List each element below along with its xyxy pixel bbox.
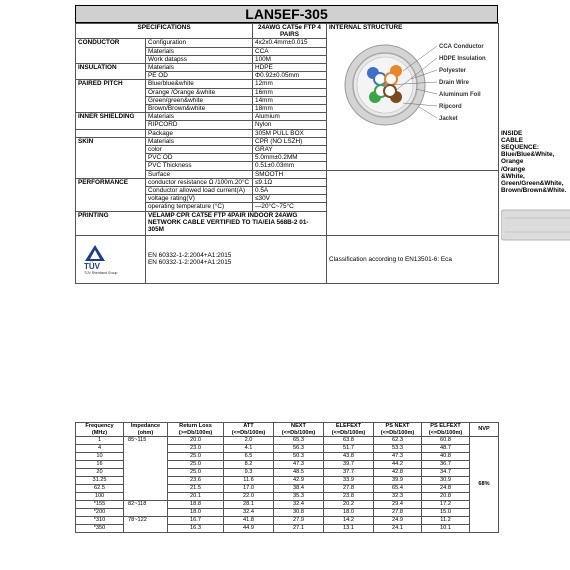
- cell-att: 17.0: [224, 485, 274, 493]
- label-aluminum-foil: Aluminum Foil: [438, 92, 481, 99]
- value: 14mm: [253, 96, 327, 104]
- cell-att: 4.1: [224, 445, 274, 453]
- cell-return-loss: 25.0: [168, 453, 224, 461]
- section-package: [76, 129, 146, 137]
- col-header-return-loss: Return Loss (>=Db/100m): [168, 423, 224, 437]
- cell-ps-elfext: 10.1: [422, 525, 470, 533]
- value: Φ0.92±0.05mm: [253, 72, 327, 80]
- param: Brown/Brown&white: [146, 105, 253, 113]
- col-header-next: NEXT (<=Db/100m): [274, 423, 324, 437]
- label-jacket: Jacket: [438, 116, 458, 123]
- cell-return-loss: 23.6: [168, 477, 224, 485]
- param: Materials: [146, 47, 253, 55]
- cell-ps-next: 27.8: [374, 509, 422, 517]
- param: Materials: [146, 113, 253, 121]
- param: Materials: [146, 137, 253, 145]
- cell-impedance: 82~118: [124, 501, 168, 517]
- value: SMOOTH: [253, 170, 327, 178]
- cell-att: 28.1: [224, 501, 274, 509]
- cell-nvp: 68%: [470, 437, 499, 533]
- cell-ps-next: 53.3: [374, 445, 422, 453]
- cell-ps-elfext: 36.7: [422, 461, 470, 469]
- cell-next: 47.3: [274, 461, 324, 469]
- cell-return-loss: 21.5: [168, 485, 224, 493]
- label-ripcord: Ripcord: [438, 104, 462, 111]
- cell-ps-elfext: 40.8: [422, 453, 470, 461]
- cell-ps-next: 42.8: [374, 469, 422, 477]
- param: Blue/blue&white: [146, 80, 253, 88]
- drain-wire: [383, 83, 387, 87]
- cell-elefext: 20.2: [324, 501, 374, 509]
- cell-return-loss: 16.7: [168, 517, 224, 525]
- cell-frequency: *155: [76, 501, 124, 509]
- cell-frequency: *200: [76, 509, 124, 517]
- value: 18mm: [253, 105, 327, 113]
- cell-next: 38.4: [274, 485, 324, 493]
- cell-return-loss: 23.0: [168, 445, 224, 453]
- param: Conductor allowed load current(A): [146, 187, 253, 195]
- cell-frequency: 16: [76, 461, 124, 469]
- cell-att: 22.0: [224, 493, 274, 501]
- spec-header-value: 24AWG CAT5e FTP 4 PAIRS: [253, 24, 327, 39]
- value: CPR (NO LSZH): [253, 137, 327, 145]
- cell-ps-next: 39.9: [374, 477, 422, 485]
- standards-cell: [146, 235, 327, 283]
- col-header-ps-elfext: PS ELFEXT (<=Db/100m): [422, 423, 470, 437]
- classification-text: Classification according to EN13501-6: Eca: [327, 235, 499, 283]
- col-header-att: ATT (<=Db/100m): [224, 423, 274, 437]
- cell-att: 11.6: [224, 477, 274, 485]
- param: RIPCORD: [146, 121, 253, 129]
- value: 100M: [253, 55, 327, 63]
- standard-line: EN 60332-1-2:2004+A1:2015: [148, 259, 232, 267]
- internal-structure-heading: INTERNAL STRUCTURE: [329, 24, 403, 31]
- cell-ps-elfext: 48.7: [422, 445, 470, 453]
- cell-elefext: 63.8: [324, 437, 374, 445]
- cell-frequency: *350: [76, 525, 124, 533]
- col-header-impedance: Impedance (ohm): [124, 423, 168, 437]
- cell-next: 50.3: [274, 453, 324, 461]
- param: Orange /Orange &white: [146, 88, 253, 96]
- param: Materials: [146, 64, 253, 72]
- cell-elefext: 23.8: [324, 493, 374, 501]
- value: 305M PULL BOX: [253, 129, 327, 137]
- cell-ps-next: 44.2: [374, 461, 422, 469]
- cell-ps-elfext: 34.7: [422, 469, 470, 477]
- cable-cross-section-illustration: [333, 33, 493, 137]
- cell-impedance: 85~115: [124, 437, 168, 501]
- cell-next: 48.5: [274, 469, 324, 477]
- value: HDPE: [253, 64, 327, 72]
- value: —20°C~75°C: [253, 203, 327, 211]
- cell-return-loss: 25.0: [168, 469, 224, 477]
- cell-frequency: 62.5: [76, 485, 124, 493]
- internal-structure-cell: [327, 24, 499, 171]
- value: ≤9.1Ω: [253, 178, 327, 186]
- col-header-frequency: Frequency (MHz): [76, 423, 124, 437]
- col-header-nvp: NVP: [470, 423, 499, 437]
- section-skin: SKIN: [76, 137, 146, 178]
- cell-next: 32.4: [274, 501, 324, 509]
- cell-ps-elfext: 30.9: [422, 477, 470, 485]
- param: Work datapss: [146, 55, 253, 63]
- cell-att: 44.9: [224, 525, 274, 533]
- cell-next: 35.3: [274, 493, 324, 501]
- cell-ps-elfext: 11.2: [422, 517, 470, 525]
- cell-ps-elfext: 15.0: [422, 509, 470, 517]
- cell-return-loss: 16.3: [168, 525, 224, 533]
- cell-ps-elfext: 20.8: [422, 493, 470, 501]
- cell-next: 27.1: [274, 525, 324, 533]
- spec-sheet: [75, 5, 567, 284]
- performance-section: [75, 422, 498, 533]
- tuv-logo-text: TÜV: [84, 261, 100, 271]
- label-polyester: Polyester: [438, 68, 466, 75]
- section-insulation: INSULATION: [76, 64, 146, 80]
- cell-ps-next: 29.4: [374, 501, 422, 509]
- cell-att: 8.2: [224, 461, 274, 469]
- col-header-elefext: ELEFEXT (<=Db/100m): [324, 423, 374, 437]
- param: color: [146, 146, 253, 154]
- param: Green/green&white: [146, 96, 253, 104]
- param: Configuration: [146, 39, 253, 47]
- cell-impedance: 78~122: [124, 517, 168, 533]
- param: conductor resistance Ω /100m.20°C: [146, 178, 253, 186]
- cell-frequency: 10: [76, 453, 124, 461]
- cell-ps-next: 65.4: [374, 485, 422, 493]
- cell-ps-next: 32.3: [374, 493, 422, 501]
- label-hdpe-insulation: HDPE Insulation: [438, 56, 486, 63]
- cell-ps-next: 47.3: [374, 453, 422, 461]
- performance-table: [75, 422, 499, 533]
- cell-return-loss: 20.1: [168, 493, 224, 501]
- cell-frequency: 100: [76, 493, 124, 501]
- cell-frequency: 31.25: [76, 477, 124, 485]
- section-conductor: CONDUCTOR: [76, 39, 146, 64]
- cell-elefext: 43.8: [324, 453, 374, 461]
- cell-elefext: 18.0: [324, 509, 374, 517]
- cell-return-loss: 18.0: [168, 509, 224, 517]
- cell-frequency: 1: [76, 437, 124, 445]
- cell-elefext: 37.7: [324, 469, 374, 477]
- value: GRAY: [253, 146, 327, 154]
- cell-return-loss: 25.0: [168, 461, 224, 469]
- spec-header-label: SPECIFICATIONS: [76, 24, 253, 39]
- cell-frequency: *310: [76, 517, 124, 525]
- cell-elefext: 27.8: [324, 485, 374, 493]
- cell-att: 41.8: [224, 517, 274, 525]
- cable-photo-illustration: [501, 196, 570, 260]
- cell-next: 65.3: [274, 437, 324, 445]
- cell-ps-elfext: 17.2: [422, 501, 470, 509]
- tuv-logo-subtext: TÜV Rheinland Group: [84, 270, 118, 275]
- param: operating temperature (°C): [146, 203, 253, 211]
- value: 12mm: [253, 80, 327, 88]
- value: CCA: [253, 47, 327, 55]
- standard-line: EN 60332-1-2:2004+A1:2015: [148, 251, 232, 259]
- tuv-triangle-icon: [84, 244, 106, 262]
- pair-orange-2: [385, 73, 397, 85]
- cell-frequency: 20: [76, 469, 124, 477]
- param: PVC OD: [146, 154, 253, 162]
- cell-ps-next: 24.9: [374, 517, 422, 525]
- section-performance: PERFORMANCE: [76, 178, 146, 211]
- value: 0.5A: [253, 187, 327, 195]
- tuv-logo-cell: [76, 235, 146, 283]
- cell-elefext: 33.9: [324, 477, 374, 485]
- value: ≤30V: [253, 195, 327, 203]
- param: Surface: [146, 170, 253, 178]
- spec-table: SPECIFICATIONS 24AWG CAT5e FTP 4 PAIRS INTERNAL STRUCTURE CCA Conductor HDPE Insulation Polyester Drain Wire Aluminum Foil Ripcord Jacket CONDUCTOR Configuration 4x2x0.4mm±0.015 Materials CCA Work datapss 100M INSULATION Materials HDPE PE OD Φ0.92±0.05mm PAIRED PITCH Blue/blue&white 12mm Orange /Orange &white 16mm Green/green&white 14mm Brown/Brown&white 18mm INNER SHIELDING Materials Alumium RIPCORD Nylon Package 305M PULL BOX INSIDE CABLE SEQUENCE: Blue/Blue&White, Orange /Orange &White, Green/Green&White, Brown/Brown&White. SKIN Materials CPR (NO LSZH) color GRAY PVC OD 5.0mm±0.2MM PVC Thickness 0.51±0.03mm Surface SMOOTH PERFORMANCE conductor resistance Ω /100m.20°C ≤9.1Ω Conductor allowed load current(A) 0.5A voltage rating(V) ≤30V operating temperature (°C) —20°C~75°C PRINTING VELAMP CPR CAT5E FTP 4PAIR INDOOR 24AWG NETWORK CABLE VERTIFIED TO TIA/EIA 568B-2 01-305M TÜV TÜV Rheinland Group EN 60332-1-2:2004+A1:2015 EN 60332-1-2:2004+A1:2015 Classification according to EN13501-6: Eca: [75, 23, 499, 284]
- section-printing: PRINTING: [76, 211, 146, 235]
- product-title: LAN5EF-305: [75, 5, 498, 23]
- cell-next: 30.8: [274, 509, 324, 517]
- section-paired-pitch: PAIRED PITCH: [76, 80, 146, 113]
- table-row: [76, 517, 499, 525]
- section-inner-shielding: INNER SHIELDING: [76, 113, 146, 129]
- cell-att: 2.0: [224, 437, 274, 445]
- printing-text: VELAMP CPR CAT5E FTP 4PAIR INDOOR 24AWG NETWORK CABLE VERTIFIED TO TIA/EIA 568B-2 01-305M: [146, 211, 327, 235]
- value: 0.51±0.03mm: [253, 162, 327, 170]
- cell-ps-next: 24.1: [374, 525, 422, 533]
- value: Alumium: [253, 113, 327, 121]
- table-row: [76, 437, 499, 445]
- value: Nylon: [253, 121, 327, 129]
- col-header-ps-next: PS NEXT (<=Db/100m): [374, 423, 422, 437]
- cell-att: 6.5: [224, 453, 274, 461]
- value: 16mm: [253, 88, 327, 96]
- value: 4x2x0.4mm±0.015: [253, 39, 327, 47]
- cell-ps-next: 62.3: [374, 437, 422, 445]
- label-drain-wire: Drain Wire: [438, 80, 469, 87]
- cell-elefext: 39.7: [324, 461, 374, 469]
- cell-ps-elfext: 24.8: [422, 485, 470, 493]
- cell-return-loss: 18.8: [168, 501, 224, 509]
- param: PE OD: [146, 72, 253, 80]
- cell-next: 42.9: [274, 477, 324, 485]
- cell-att: 32.4: [224, 509, 274, 517]
- cell-next: 56.3: [274, 445, 324, 453]
- value: 5.0mm±0.2MM: [253, 154, 327, 162]
- table-row: [76, 501, 499, 509]
- param: Package: [146, 129, 253, 137]
- cell-return-loss: 20.0: [168, 437, 224, 445]
- cell-frequency: 4: [76, 445, 124, 453]
- cell-elefext: 51.7: [324, 445, 374, 453]
- param: voltage rating(V): [146, 195, 253, 203]
- cell-next: 27.9: [274, 517, 324, 525]
- performance-table-body: [76, 437, 499, 533]
- param: PVC Thickness: [146, 162, 253, 170]
- cell-ps-elfext: 60.8: [422, 437, 470, 445]
- cell-elefext: 13.1: [324, 525, 374, 533]
- cell-att: 9.3: [224, 469, 274, 477]
- cell-elefext: 14.2: [324, 517, 374, 525]
- label-cca-conductor: CCA Conductor: [438, 44, 484, 51]
